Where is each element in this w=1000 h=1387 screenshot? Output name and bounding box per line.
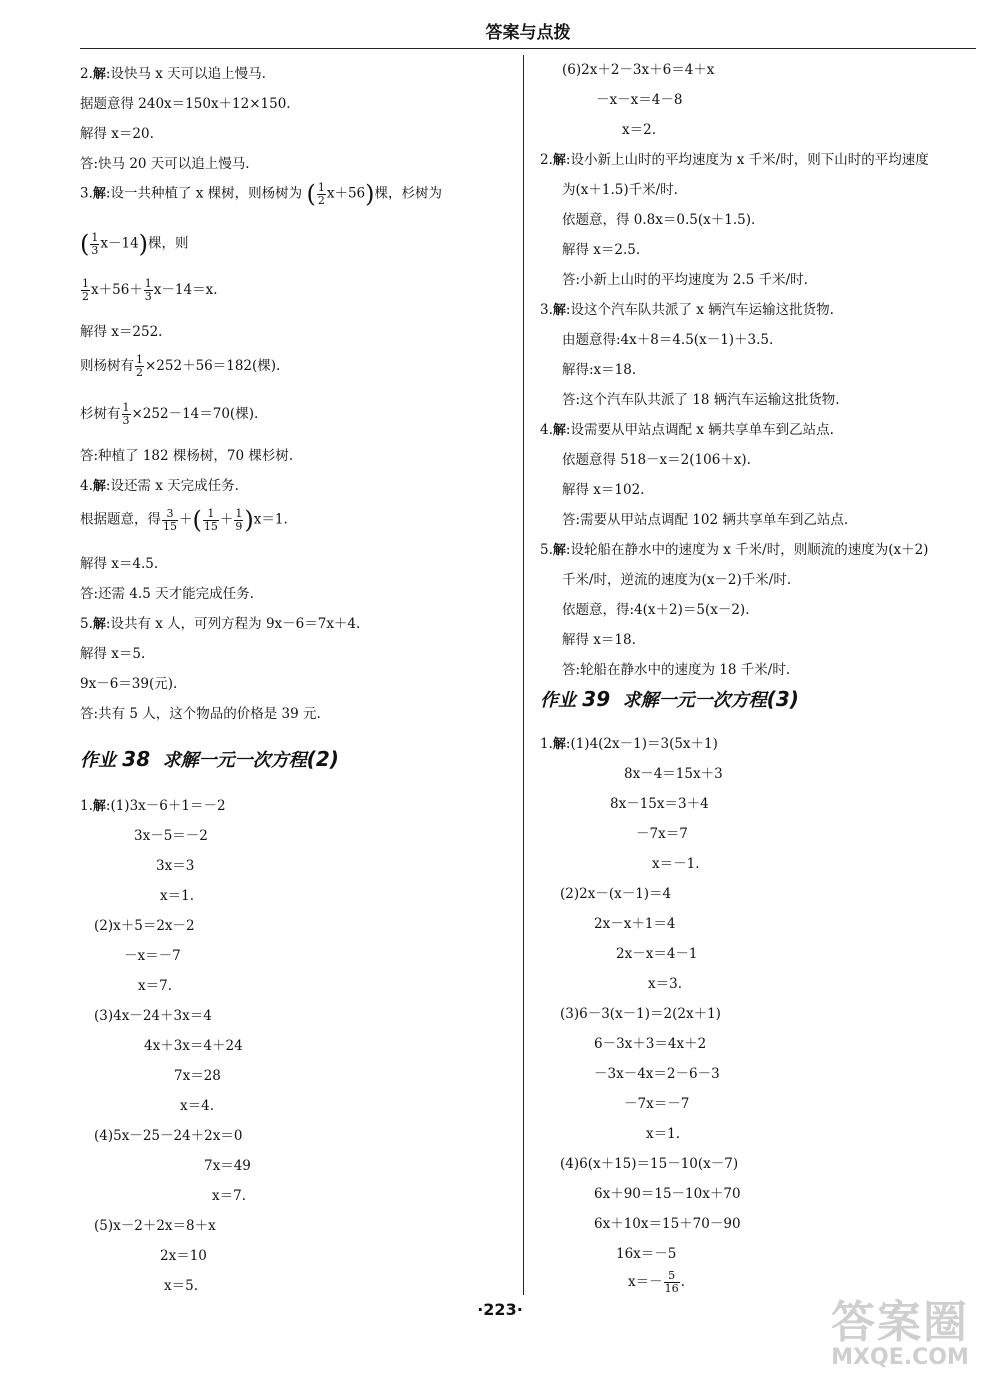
fraction-denominator: 15 [163, 519, 177, 533]
q3-expr: ×252－14＝70(棵). [131, 406, 259, 422]
r-q4-line4: 答:需要从甲站点调配 102 辆共享单车到乙站点. [562, 512, 849, 528]
solution-label: 解 [552, 303, 566, 318]
r-q5-line2: 千米/时，逆流的速度为(x－2)千米/时. [562, 572, 792, 588]
r-q2-line1 [540, 148, 929, 168]
r-q4-number: 4. [540, 422, 553, 438]
paren-close: ) [365, 180, 375, 208]
section-title: 求解一元一次方程 [162, 750, 307, 771]
equation-line: x＝3. [648, 976, 682, 992]
s39-number: 1. [540, 736, 553, 752]
fraction-numerator: 1 [91, 230, 99, 244]
fraction-numerator: 1 [136, 353, 143, 366]
q4-number: 4. [80, 478, 93, 494]
solution-label: 解 [552, 543, 566, 558]
fraction [162, 508, 178, 533]
equation-lhs: x＝－ [628, 1274, 663, 1290]
equation-line: (5)x－2＋2x＝8＋x [94, 1218, 216, 1234]
paren-open: ( [192, 506, 202, 534]
fraction-numerator: 1 [317, 180, 325, 194]
fraction-numerator: 1 [144, 277, 152, 290]
fraction [664, 1270, 680, 1295]
q3-text: :设一共种植了 x 棵树，则杨树为 [105, 185, 303, 202]
fraction-numerator: 3 [162, 508, 178, 521]
fraction [122, 402, 131, 427]
paren-open: ( [80, 230, 90, 258]
q4-expr: x＝1. [253, 511, 288, 528]
equation-line: :(1)3x－6＋1＝－2 [105, 798, 226, 814]
equation-line: －x－x＝4－8 [596, 92, 683, 108]
equation-line: (3)6－3(x－1)＝2(2x＋1) [560, 1006, 721, 1022]
fraction-denominator: 16 [664, 1282, 679, 1295]
fraction [144, 278, 153, 303]
r-q2-number: 2. [540, 152, 553, 168]
equation-line: 3x－5＝－2 [134, 828, 208, 844]
fraction [90, 232, 99, 257]
equation-line: 2x＝10 [160, 1248, 207, 1264]
q4-line3: 解得 x＝4.5. [80, 556, 159, 572]
q2-line1 [80, 62, 266, 82]
fraction-numerator: 1 [235, 506, 243, 520]
fraction-denominator: 3 [91, 243, 99, 257]
equation-line: 2x－x＋1＝4 [594, 916, 676, 932]
r-q2-line2: 为(x＋1.5)千米/时. [562, 182, 678, 198]
r-q4-text: :设需要从甲站点调配 x 辆共享单车到乙站点. [565, 422, 834, 438]
equation-tail: . [680, 1274, 685, 1290]
fraction-denominator: 9 [235, 519, 243, 533]
r-q3-line4: 答:这个汽车队共派了 18 辆汽车运输这批货物. [562, 392, 840, 408]
equation-line: (4)5x－25－24＋2x＝0 [94, 1128, 243, 1144]
r-q2-line5: 答:小新上山时的平均速度为 2.5 千米/时. [562, 272, 808, 288]
q5-line3: 9x－6＝39(元). [80, 676, 178, 692]
watermark-url: MXQE.COM [831, 1345, 969, 1370]
solution-label: 解 [552, 153, 566, 168]
fraction-numerator: 5 [664, 1270, 680, 1283]
q4-line4: 答:还需 4.5 天才能完成任务. [80, 586, 254, 602]
solution-label: 解 [92, 186, 106, 202]
q3-line7: 答:种植了 182 棵杨树，70 棵杉树. [80, 448, 294, 464]
equation-line: x＝1. [160, 888, 194, 904]
q3-expr: x－14 [100, 235, 139, 252]
section-prefix: 作业 [540, 690, 576, 711]
watermark-logo [810, 1297, 990, 1380]
q2-line2: 据题意得 240x＝150x＋12×150. [80, 96, 291, 112]
equation-line: 16x＝－5 [616, 1246, 677, 1262]
equation-line: (4)6(x＋15)＝15－10(x－7) [560, 1156, 739, 1172]
q3-text: 杉树有 [80, 406, 121, 422]
q3-number: 3. [80, 185, 93, 202]
r-q5-line3: 依题意，得:4(x＋2)＝5(x－2). [562, 602, 750, 618]
section-number: 38 [122, 747, 151, 771]
paren-open: ( [306, 180, 316, 208]
q3-expr: ×252＋56＝182(棵). [145, 358, 281, 374]
equation-line: x＝4. [180, 1098, 214, 1114]
equation-line: x＝5. [164, 1278, 198, 1294]
section-prefix: 作业 [80, 750, 116, 771]
equation-line: x＝1. [646, 1126, 680, 1142]
equation-line: :(1)4(2x－1)＝3(5x＋1) [565, 736, 718, 752]
equation-line: (3)4x－24＋3x＝4 [94, 1008, 212, 1024]
q3-line2 [80, 230, 189, 258]
header-title: 答案与点拨 [485, 23, 571, 43]
equation-line-final [628, 1270, 685, 1295]
page-header [80, 18, 976, 49]
q4-line2: 根据题意，得 $\frac{3}{15}$ ＋( $\frac{1}{15}$ ＋ $\frac{1}{9}$ )x＝1. [80, 506, 288, 534]
r-q5-text: :设轮船在静水中的速度为 x 千米/时，则顺流的速度为(x＋2) [565, 542, 929, 558]
equation-line: －x＝－7 [124, 948, 181, 964]
equation-line: (2)2x－(x－1)＝4 [560, 886, 672, 902]
equation-line: 8x－4＝15x＋3 [624, 766, 723, 782]
fraction-numerator: 1 [82, 277, 89, 290]
solution-label: 解 [92, 67, 106, 82]
fraction [234, 508, 243, 533]
equation-line: 3x＝3 [156, 858, 195, 874]
fraction [203, 508, 219, 533]
q3-expr: x－14＝x. [153, 282, 218, 298]
q5-line2: 解得 x＝5. [80, 646, 146, 662]
section-part: (3) [766, 687, 799, 711]
fraction-numerator: 1 [122, 401, 130, 414]
fraction [81, 278, 90, 303]
watermark-text: 答案圈 [831, 1297, 969, 1348]
paren-close: ) [244, 506, 254, 534]
r-q5-line1 [540, 538, 928, 558]
equation-line: (6)2x＋2－3x＋6＝4＋x [562, 62, 715, 78]
r-q4-line1 [540, 418, 834, 438]
r-q5-line4: 解得 x＝18. [562, 632, 636, 648]
r-q3-text: :设这个汽车队共派了 x 辆汽车运输这批货物. [565, 302, 834, 318]
r-q2-line4: 解得 x＝2.5. [562, 242, 641, 258]
q2-line4: 答:快马 20 天可以追上慢马. [80, 156, 250, 172]
section-heading-38 [80, 746, 339, 772]
solution-label: 解 [552, 423, 566, 438]
q3-line6 [80, 402, 258, 427]
r-q2-line3: 依题意，得 0.8x＝0.5(x＋1.5). [562, 212, 756, 228]
q3-expr: x＋56 [326, 185, 366, 202]
fraction-denominator: 2 [82, 290, 89, 303]
q5-line1 [80, 612, 360, 632]
equation-line: 7x＝49 [204, 1158, 251, 1174]
fraction-denominator: 2 [317, 193, 325, 207]
section-heading-39 [540, 686, 799, 712]
q5-number: 5. [80, 616, 93, 632]
r-q4-line3: 解得 x＝102. [562, 482, 645, 498]
fraction [317, 182, 326, 207]
q4-expr: ＋ [219, 511, 234, 528]
q2-line3: 解得 x＝20. [80, 126, 154, 142]
r-q3-number: 3. [540, 302, 553, 318]
r-q5-line5: 答:轮船在静水中的速度为 18 千米/时. [562, 662, 791, 678]
s39-line1 [540, 732, 718, 752]
section-number: 39 [582, 687, 611, 711]
equation-line: x＝－1. [652, 856, 700, 872]
q5-line4: 答:共有 5 人，这个物品的价格是 39 元. [80, 706, 321, 722]
fraction [135, 354, 144, 379]
equation-line: 7x＝28 [174, 1068, 221, 1084]
solution-label: 解 [92, 799, 106, 814]
q4-line1 [80, 474, 239, 494]
q3-text: 则杨树有 [80, 358, 134, 374]
r-q3-line3: 解得:x＝18. [562, 362, 637, 378]
section-title: 求解一元一次方程 [622, 690, 767, 711]
q4-text: :设还需 x 天完成任务. [105, 478, 239, 494]
fraction-denominator: 3 [144, 290, 152, 303]
equation-line: －7x＝－7 [624, 1096, 690, 1112]
equation-line: －3x－4x＝2－6－3 [594, 1066, 720, 1082]
r-q2-text: :设小新上山时的平均速度为 x 千米/时，则下山时的平均速度 [565, 152, 929, 168]
q3-text-tail: 棵，杉树为 [374, 185, 442, 202]
q3-line5 [80, 354, 280, 379]
s38-line1 [80, 794, 226, 814]
equation-line: 6x＋90＝15－10x＋70 [594, 1186, 741, 1202]
equation-line: 2x－x＝4－1 [616, 946, 698, 962]
paren-close: ) [138, 230, 149, 258]
q4-text: 根据题意，得 [80, 511, 161, 528]
q3-expr: x＋56＋ [91, 282, 143, 298]
q2-text: :设快马 x 天可以追上慢马. [105, 66, 266, 82]
r-q3-line1 [540, 298, 834, 318]
equation-line: 6－3x＋3＝4x＋2 [594, 1036, 707, 1052]
q3-line3 [80, 278, 218, 303]
equation-line: 4x＋3x＝4＋24 [144, 1038, 243, 1054]
q3-line4: 解得 x＝252. [80, 324, 163, 340]
section-part: (2) [306, 747, 339, 771]
fraction-numerator: 1 [203, 508, 219, 521]
column-divider [523, 55, 524, 1295]
equation-line: x＝7. [212, 1188, 246, 1204]
equation-line: x＝2. [622, 122, 656, 138]
equation-line: 8x－15x＝3＋4 [610, 796, 709, 812]
solution-label: 解 [92, 479, 106, 494]
q5-text: :设共有 x 人，可列方程为 9x－6＝7x＋4. [105, 616, 361, 632]
equation-line: －7x＝7 [636, 826, 688, 842]
r-q3-line2: 由题意得:4x＋8＝4.5(x－1)＋3.5. [562, 332, 774, 348]
solution-label: 解 [552, 737, 566, 752]
fraction-denominator: 2 [136, 366, 143, 379]
fraction-denominator: 3 [122, 414, 130, 427]
fraction-denominator: 15 [203, 519, 218, 533]
q3-line1 [80, 180, 442, 208]
page-number: ·223· [477, 1300, 523, 1319]
r-q4-line2: 依题意得 518－x＝2(106＋x). [562, 452, 751, 468]
equation-line: 6x＋10x＝15＋70－90 [594, 1216, 741, 1232]
equation-line: (2)x＋5＝2x－2 [94, 918, 195, 934]
s38-number: 1. [80, 798, 93, 814]
r-q5-number: 5. [540, 542, 553, 558]
solution-label: 解 [92, 617, 106, 632]
equation-line: x＝7. [138, 978, 172, 994]
q3-text-tail: 棵，则 [148, 235, 189, 252]
q2-number: 2. [80, 66, 93, 82]
